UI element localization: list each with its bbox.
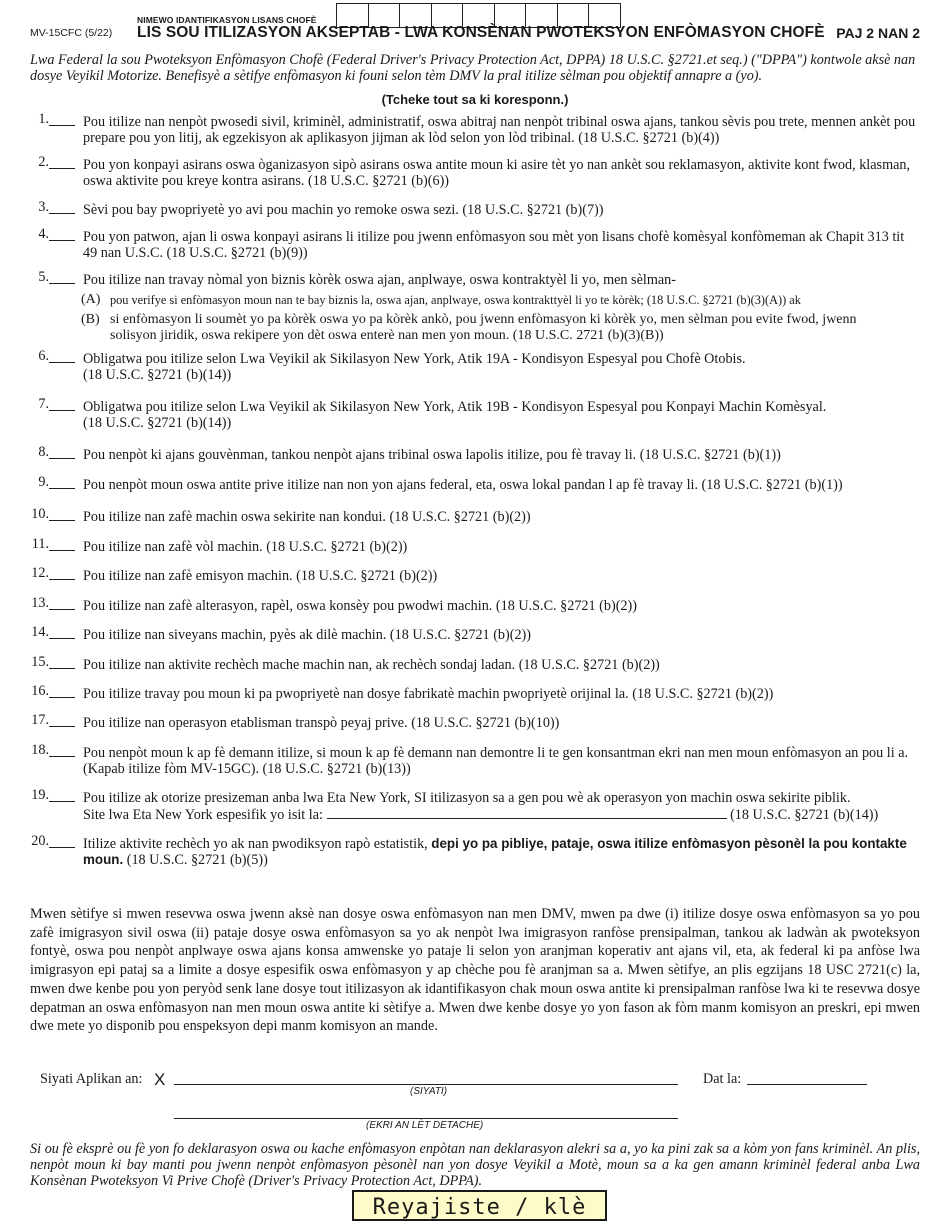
- item-number: 15.: [31, 654, 49, 670]
- item-text: Pou itilize nan siveyans machin, pyès ak dilè machin. (18 U.S.C. §2721 (b)(2)): [83, 627, 532, 643]
- printed-name-field[interactable]: [174, 1118, 678, 1119]
- item-number: 8.: [38, 444, 49, 460]
- item-checkbox-line[interactable]: [49, 240, 75, 241]
- item-number: 7.: [38, 396, 49, 412]
- item-text: Pou itilize travay pou moun ki pa pwopriyetè nan dosye fabrikatè machin pwopriyetè orijinal la. (18 U.S.C. §2721 (b)(2)): [83, 686, 774, 702]
- item-number: 14.: [31, 624, 49, 640]
- list-item: [28, 565, 920, 584]
- item-checkbox-line[interactable]: [49, 668, 75, 669]
- list-item: [28, 654, 920, 673]
- item-subclause: [81, 292, 920, 308]
- item-text: Obligatwa pou itilize selon Lwa Veyikil ak Sikilasyon New York, Atik 19A - Kondisyon Espesyal pou Chofè Otobis.: [83, 351, 746, 367]
- item-text: Pou nenpòt ki ajans gouvènman, tankou nenpòt ajans tribinal oswa lapolis itilize, pou fè travay li. (18 U.S.C. §2721 (b)(1)): [83, 447, 781, 463]
- list-item: [28, 683, 920, 702]
- item-checkbox-line[interactable]: [49, 458, 75, 459]
- item-number: 16.: [31, 683, 49, 699]
- item-checkbox-line[interactable]: [49, 801, 75, 802]
- subclause-text: pou verifye si enfòmasyon moun nan te bay biznis la, oswa ajan, anplwaye, oswa kontrakttyèl li yo te kòrèk; (18 U.S.C. §2721 (b)(3)(A)) ak: [110, 293, 801, 307]
- printed-name-caption: (EKRI AN LÈT DETACHE): [366, 1120, 484, 1131]
- item-text: Pou itilize nan nenpòt pwosedi sivil, kriminèl, administratif, oswa abitraj nan nenpòt tribinal oswa ajans, tankou sèvis pou trete, mennen ankèt pou prepare pou yon litij, ak egzekisyon ak aplikasyon jijman ak lòd selon yon lòd tribinal. (18 U.S.C. §2721 (b)(4)): [83, 114, 916, 146]
- list-item: [28, 111, 920, 146]
- certification-paragraph: Mwen sètifye si mwen resevwa oswa jwenn aksè nan dosye oswa enfòmasyon nan men DMV, mwen pa dwe (i) itilize dosye oswa enfòmasyon sa yo pou zafè imigrasyon sivil oswa (ii) pataje dosye oswa enfòmasyon sa yo ak nenpòt lwa imigrasyon ranfòse prensipalman, tankou ak ladwàn ak pwoteksyon fontyè, oswa pou nenpòt anplwaye oswa ajans konsa amwenske yo pataje li selon yon aranjman koperativ ant ajans vil, eta, ak federal ki pa anfòse lwa imigrasyon epi pataj sa a limite a dosye espesifik oswa enfòmasyon y ap chèche pou fè aranjman sa a. Mwen sètifye, an plis egzijans 18 USC 2721(c) la, mwen dwe kenbe pou yon peryòd senk lane dosye tout itilizasyon ak idantifikasyon chak moun oswa antite ki prensipalman ranfòse lwa ki te resevwa dosye depatman an oswa enfòmasyon nan men moun oswa antite ki sètifye a. Mwen dwe kenbe dosye yo yon fason ak fòm manm komisyon an preskri, epi mwen dwe mete yo disponib pou enspeksyon depi manm komisyon an mande.: [30, 906, 920, 1035]
- item-checkbox-line[interactable]: [49, 847, 75, 848]
- instruction: (Tcheke tout sa ki koresponn.): [381, 92, 569, 107]
- item-checkbox-line[interactable]: [49, 283, 75, 284]
- item-number: 4.: [38, 226, 49, 242]
- item-checkbox-line[interactable]: [49, 125, 75, 126]
- signature-label: Siyati Aplikan an:: [40, 1071, 143, 1087]
- item-checkbox-line[interactable]: [49, 697, 75, 698]
- list-item: [28, 348, 920, 383]
- signature-field[interactable]: [174, 1084, 678, 1085]
- item-number: 12.: [31, 565, 49, 581]
- item-checkbox-line[interactable]: [49, 520, 75, 521]
- item-number: 20.: [31, 833, 49, 849]
- list-item: [28, 742, 920, 777]
- list-item: [28, 833, 920, 868]
- list-item: [28, 506, 920, 525]
- item-checkbox-line[interactable]: [49, 638, 75, 639]
- item-checkbox-line[interactable]: [49, 579, 75, 580]
- item-text: Pou itilize ak otorize presizeman anba lwa Eta New York, SI itilizasyon sa a gen pou wè ak operasyon yon machin oswa sekirite piblik.: [83, 790, 851, 806]
- subclause-text: si enfòmasyon li soumèt yo pa kòrèk oswa yo pa kòrèk ankò, pou jwenn enfòmasyon ki kòrèk yo, men sèlman pou evite fwod, jwenn solisyon jiridik, oswa rekipere yon dèt oswa enterè nan men yon moun. (18 U.S.C. 2721 (b)(3)(B)): [110, 312, 857, 343]
- item-text: Pou yon patwon, ajan li oswa konpayi asirans li itilize pou jwenn enfòmasyon sou mèt yon lisans chofè komèsyal konfòmeman ak Chapit 313 tit 49 nan U.S.C. (18 U.S.C. §2721 (b)(9)): [83, 229, 905, 261]
- item-checkbox-line[interactable]: [49, 213, 75, 214]
- item-citation: (18 U.S.C. §2721 (b)(14)): [83, 367, 232, 383]
- item-number: 19.: [31, 787, 49, 803]
- item-number: 13.: [31, 595, 49, 611]
- signature-caption: (SIYATI): [410, 1086, 448, 1097]
- item-checkbox-line[interactable]: [49, 410, 75, 411]
- item-checkbox-line[interactable]: [49, 756, 75, 757]
- item-checkbox-line[interactable]: [49, 550, 75, 551]
- item-checkbox-line[interactable]: [49, 726, 75, 727]
- list-item: [28, 595, 920, 614]
- item-checkbox-line[interactable]: [49, 488, 75, 489]
- item-number: 1.: [38, 111, 49, 127]
- license-number-label: NIMEWO IDANTIFIKASYON LISANS CHOFÈ: [137, 15, 317, 25]
- reset-clear-button[interactable]: Reyajiste / klè: [352, 1190, 607, 1221]
- page-number: PAJ 2 NAN 2: [836, 25, 920, 41]
- state-law-row: [83, 806, 920, 823]
- item-number: 3.: [38, 199, 49, 215]
- item-text: Pou nenpòt moun k ap fè demann itilize, si moun k ap fè demann nan demontre li te gen konsantman ekri nan men moun enfòmasyon an pou li a. (Kapab itilize fòm MV-15GC). (18 U.S.C. §2721 (b)(13)): [83, 745, 909, 777]
- item-text: Pou itilize nan aktivite rechèch mache machin nan, ak rechèch sondaj ladan. (18 U.S.C. §2721 (b)(2)): [83, 657, 660, 673]
- item-text: Pou itilize nan zafè machin oswa sekirite nan kondui. (18 U.S.C. §2721 (b)(2)): [83, 509, 531, 525]
- item-text-bold: depi yo pa pibliye, pataje, oswa itilize enfòmasyon pèsonèl la pou kontakte moun.: [83, 836, 907, 867]
- item-checkbox-line[interactable]: [49, 168, 75, 169]
- page-title: LIS SOU ITILIZASYON AKSEPTAB - LWA KONSÈNAN PWOTEKSYON ENFÒMASYON CHOFÈ: [137, 24, 825, 41]
- item-text: Pou itilize nan zafè alterasyon, rapèl, oswa konsèy pou pwodwi machin. (18 U.S.C. §2721 (b)(2)): [83, 598, 637, 614]
- item-text: Pou yon konpayi asirans oswa òganizasyon sipò asirans oswa antite moun ki asire tèt yo nan ankèt sou reklamasyon, aktivite kont fwod, klasman, oswa aktivite pou kreye kontra asirans. (18 U.S.C. §2721 (b)(6)): [83, 157, 911, 189]
- form-id: MV-15CFC (5/22): [30, 27, 113, 39]
- intro-paragraph: Lwa Federal la sou Pwoteksyon Enfòmasyon Chofè (Federal Driver's Privacy Protection Act, DPPA) 18 U.S.C. §2721.et seq.) ("DPPA") kontwole aksè nan dosye Veyikil Motorize. Benefisyè a sètifye enfòmasyon ki founi selon tèm DMV la pral itilize sèlman pou objektif annapre a (yo).: [30, 52, 916, 84]
- item-text: Pou itilize nan zafè vòl machin. (18 U.S.C. §2721 (b)(2)): [83, 539, 408, 555]
- list-item: [28, 787, 920, 823]
- item-number: 5.: [38, 269, 49, 285]
- item-subclause: [81, 312, 870, 344]
- state-law-label: Site lwa Eta New York espesifik yo isit la:: [83, 807, 323, 823]
- item-number: 18.: [31, 742, 49, 758]
- warning-paragraph: Si ou fè eksprè ou fè yon fo deklarasyon oswa ou kache enfòmasyon enpòtan nan deklarasyon alekri sa a, yo ka pini zak sa a kòm yon fans kriminèl. An plis, nenpòt moun ki bay manti pou jwenn nenpòt enfòmasyon pèsonèl nan yon dosye Veyikil a Motè, moun sa a ka gen amann kriminèl federal anba Lwa Konsènan Pwoteksyon Vi Prive Chofè (Driver's Privacy Protection Act, DPPA).: [30, 1141, 920, 1189]
- item-number: 11.: [31, 536, 49, 552]
- item-text: Obligatwa pou itilize selon Lwa Veyikil ak Sikilasyon New York, Atik 19B - Kondisyon Espesyal pou Konpayi Machin Komèsyal.: [83, 399, 827, 415]
- item-number: 6.: [38, 348, 49, 364]
- list-item: [28, 536, 920, 555]
- item-number: 17.: [31, 712, 49, 728]
- subclause-label: (B): [81, 312, 100, 327]
- list-item: [28, 226, 920, 261]
- item-citation: (18 U.S.C. §2721 (b)(14)): [83, 415, 232, 431]
- item-number: 10.: [31, 506, 49, 522]
- item-citation: (18 U.S.C. §2721 (b)(5)): [126, 852, 268, 868]
- item-text: Pou nenpòt moun oswa antite prive itilize nan non yon ajans federal, eta, oswa lokal pandan l ap fè travay li. (18 U.S.C. §2721 (b)(1)): [83, 477, 843, 493]
- list-item: [28, 712, 920, 731]
- list-item: [28, 444, 920, 463]
- item-number: 2.: [38, 154, 49, 170]
- subclause-label: (A): [81, 292, 101, 307]
- list-item: [28, 474, 920, 493]
- item-number: 9.: [38, 474, 49, 490]
- item-checkbox-line[interactable]: [49, 609, 75, 610]
- item-text-plain: Itilize aktivite rechèch yo ak nan pwodiksyon rapò estatistik,: [83, 836, 428, 852]
- list-item: [28, 199, 920, 218]
- item-text: Pou itilize nan zafè emisyon machin. (18 U.S.C. §2721 (b)(2)): [83, 568, 438, 584]
- item-text: Pou itilize nan travay nòmal yon biznis kòrèk oswa ajan, anplwaye, oswa kontraktyèl li yo, men sèlman-: [83, 272, 676, 288]
- date-label: Dat la:: [703, 1071, 742, 1087]
- state-law-citation-field[interactable]: [327, 806, 727, 819]
- list-item: [28, 624, 920, 643]
- item-text: Sèvi pou bay pwopriyetè yo avi pou machin yo remoke oswa sezi. (18 U.S.C. §2721 (b)(7)): [83, 202, 604, 218]
- item-text: [83, 836, 920, 868]
- list-item: [28, 396, 920, 431]
- item-citation: (18 U.S.C. §2721 (b)(14)): [730, 807, 879, 823]
- list-item: [28, 154, 920, 189]
- date-field[interactable]: [747, 1084, 867, 1085]
- item-text: Pou itilize nan operasyon etablisman transpò peyaj prive. (18 U.S.C. §2721 (b)(10)): [83, 715, 560, 731]
- signature-x-mark: X: [154, 1070, 166, 1089]
- item-checkbox-line[interactable]: [49, 362, 75, 363]
- list-item: [28, 269, 920, 344]
